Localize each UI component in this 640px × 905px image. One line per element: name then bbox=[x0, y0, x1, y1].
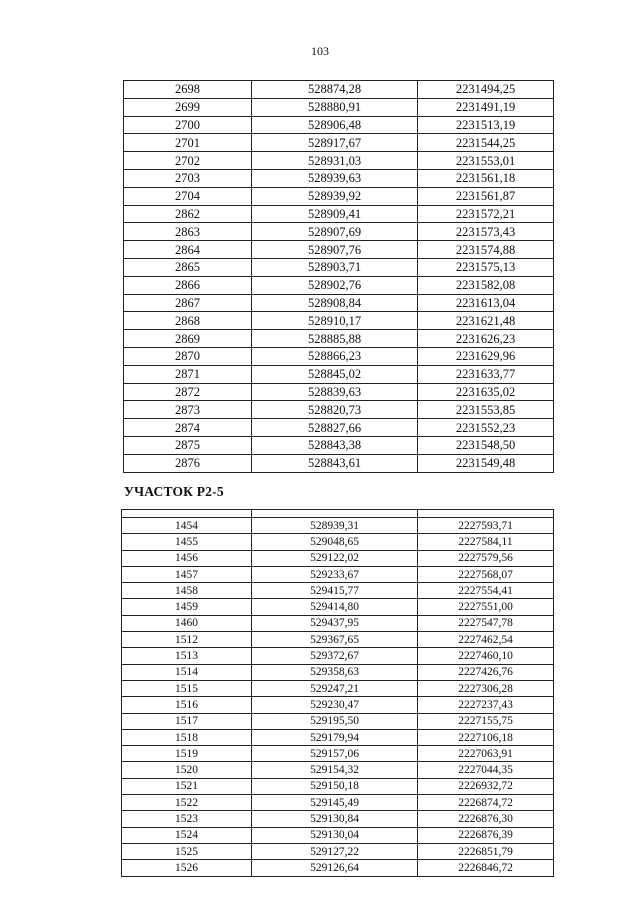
table-row bbox=[122, 697, 554, 713]
x-coordinate-cell: 529414,80 bbox=[252, 599, 418, 615]
point-number-cell: 2872 bbox=[124, 383, 252, 401]
table-row bbox=[124, 187, 554, 205]
point-number-cell: 1520 bbox=[122, 762, 252, 778]
point-number-cell: 2873 bbox=[124, 401, 252, 419]
y-coordinate-cell: 2226932,72 bbox=[418, 778, 554, 794]
spacer-cell bbox=[122, 510, 252, 518]
x-coordinate-cell: 528939,31 bbox=[252, 518, 418, 534]
y-coordinate-cell: 2227593,71 bbox=[418, 518, 554, 534]
y-coordinate-cell: 2227155,75 bbox=[418, 713, 554, 729]
point-number-cell: 2864 bbox=[124, 241, 252, 259]
y-coordinate-cell: 2231553,85 bbox=[418, 401, 554, 419]
y-coordinate-cell: 2227584,11 bbox=[418, 534, 554, 550]
x-coordinate-cell: 528839,63 bbox=[252, 383, 418, 401]
spacer-cell bbox=[418, 510, 554, 518]
x-coordinate-cell: 528903,71 bbox=[252, 258, 418, 276]
point-number-cell: 1455 bbox=[122, 534, 252, 550]
table-row bbox=[122, 680, 554, 696]
y-coordinate-cell: 2227554,41 bbox=[418, 583, 554, 599]
x-coordinate-cell: 528880,91 bbox=[252, 98, 418, 116]
x-coordinate-cell: 528939,92 bbox=[252, 187, 418, 205]
point-number-cell: 1526 bbox=[122, 860, 252, 876]
x-coordinate-cell: 529230,47 bbox=[252, 697, 418, 713]
y-coordinate-cell: 2227063,91 bbox=[418, 746, 554, 762]
x-coordinate-cell: 528885,88 bbox=[252, 330, 418, 348]
x-coordinate-cell: 529126,64 bbox=[252, 860, 418, 876]
point-number-cell: 2700 bbox=[124, 116, 252, 134]
x-coordinate-cell: 529130,84 bbox=[252, 811, 418, 827]
table-row bbox=[122, 778, 554, 794]
table-row bbox=[124, 116, 554, 134]
x-coordinate-cell: 528917,67 bbox=[252, 134, 418, 152]
x-coordinate-cell: 528939,63 bbox=[252, 169, 418, 187]
table-row bbox=[124, 205, 554, 223]
point-number-cell: 2869 bbox=[124, 330, 252, 348]
point-number-cell: 2703 bbox=[124, 169, 252, 187]
y-coordinate-cell: 2231573,43 bbox=[418, 223, 554, 241]
point-number-cell: 2863 bbox=[124, 223, 252, 241]
y-coordinate-cell: 2227568,07 bbox=[418, 566, 554, 582]
y-coordinate-cell: 2231513,19 bbox=[418, 116, 554, 134]
table-row bbox=[122, 860, 554, 876]
y-coordinate-cell: 2231626,23 bbox=[418, 330, 554, 348]
table-row bbox=[124, 436, 554, 454]
point-number-cell: 2867 bbox=[124, 294, 252, 312]
x-coordinate-cell: 528906,48 bbox=[252, 116, 418, 134]
table-row bbox=[122, 632, 554, 648]
point-number-cell: 1516 bbox=[122, 697, 252, 713]
point-number-cell: 1521 bbox=[122, 778, 252, 794]
point-number-cell: 2702 bbox=[124, 152, 252, 170]
x-coordinate-cell: 529157,06 bbox=[252, 746, 418, 762]
y-coordinate-cell: 2227547,78 bbox=[418, 615, 554, 631]
point-number-cell: 1524 bbox=[122, 827, 252, 843]
table-row bbox=[122, 615, 554, 631]
y-coordinate-cell: 2231561,18 bbox=[418, 169, 554, 187]
y-coordinate-cell: 2227460,10 bbox=[418, 648, 554, 664]
table-row bbox=[124, 312, 554, 330]
x-coordinate-cell: 528827,66 bbox=[252, 419, 418, 437]
table-row bbox=[124, 276, 554, 294]
point-number-cell: 2866 bbox=[124, 276, 252, 294]
table-row bbox=[122, 518, 554, 534]
x-coordinate-cell: 528931,03 bbox=[252, 152, 418, 170]
x-coordinate-cell: 528907,76 bbox=[252, 241, 418, 259]
table-header-spacer-row bbox=[122, 510, 554, 518]
x-coordinate-cell: 529127,22 bbox=[252, 843, 418, 859]
point-number-cell: 1460 bbox=[122, 615, 252, 631]
y-coordinate-cell: 2231633,77 bbox=[418, 365, 554, 383]
y-coordinate-cell: 2227237,43 bbox=[418, 697, 554, 713]
y-coordinate-cell: 2231561,87 bbox=[418, 187, 554, 205]
point-number-cell: 1519 bbox=[122, 746, 252, 762]
y-coordinate-cell: 2231553,01 bbox=[418, 152, 554, 170]
table-row bbox=[122, 534, 554, 550]
point-number-cell: 1513 bbox=[122, 648, 252, 664]
y-coordinate-cell: 2226851,79 bbox=[418, 843, 554, 859]
point-number-cell: 2874 bbox=[124, 419, 252, 437]
point-number-cell: 1458 bbox=[122, 583, 252, 599]
x-coordinate-cell: 529358,63 bbox=[252, 664, 418, 680]
y-coordinate-cell: 2227551,00 bbox=[418, 599, 554, 615]
x-coordinate-cell: 529150,18 bbox=[252, 778, 418, 794]
point-number-cell: 1514 bbox=[122, 664, 252, 680]
table-row bbox=[124, 134, 554, 152]
x-coordinate-cell: 529048,65 bbox=[252, 534, 418, 550]
x-coordinate-cell: 528843,38 bbox=[252, 436, 418, 454]
y-coordinate-cell: 2231613,04 bbox=[418, 294, 554, 312]
point-number-cell: 2701 bbox=[124, 134, 252, 152]
table-row bbox=[122, 811, 554, 827]
y-coordinate-cell: 2227106,18 bbox=[418, 729, 554, 745]
table-row bbox=[124, 454, 554, 472]
table-row bbox=[122, 713, 554, 729]
point-number-cell: 2875 bbox=[124, 436, 252, 454]
table-row bbox=[122, 648, 554, 664]
point-number-cell: 2698 bbox=[124, 81, 252, 99]
y-coordinate-cell: 2231494,25 bbox=[418, 81, 554, 99]
point-number-cell: 2868 bbox=[124, 312, 252, 330]
x-coordinate-cell: 529179,94 bbox=[252, 729, 418, 745]
table-row bbox=[122, 762, 554, 778]
x-coordinate-cell: 529247,21 bbox=[252, 680, 418, 696]
y-coordinate-cell: 2231549,48 bbox=[418, 454, 554, 472]
table-row bbox=[124, 330, 554, 348]
x-coordinate-cell: 528866,23 bbox=[252, 347, 418, 365]
point-number-cell: 2865 bbox=[124, 258, 252, 276]
y-coordinate-cell: 2231621,48 bbox=[418, 312, 554, 330]
y-coordinate-cell: 2231635,02 bbox=[418, 383, 554, 401]
point-number-cell: 1522 bbox=[122, 795, 252, 811]
y-coordinate-cell: 2231548,50 bbox=[418, 436, 554, 454]
table-row bbox=[124, 81, 554, 99]
point-number-cell: 1515 bbox=[122, 680, 252, 696]
y-coordinate-cell: 2227462,54 bbox=[418, 632, 554, 648]
x-coordinate-cell: 528907,69 bbox=[252, 223, 418, 241]
y-coordinate-cell: 2227426,76 bbox=[418, 664, 554, 680]
y-coordinate-cell: 2231544,25 bbox=[418, 134, 554, 152]
point-number-cell: 1523 bbox=[122, 811, 252, 827]
x-coordinate-cell: 529195,50 bbox=[252, 713, 418, 729]
y-coordinate-cell: 2227306,28 bbox=[418, 680, 554, 696]
point-number-cell: 2704 bbox=[124, 187, 252, 205]
y-coordinate-cell: 2231552,23 bbox=[418, 419, 554, 437]
x-coordinate-cell: 529415,77 bbox=[252, 583, 418, 599]
point-number-cell: 2876 bbox=[124, 454, 252, 472]
y-coordinate-cell: 2231582,08 bbox=[418, 276, 554, 294]
table-row bbox=[124, 365, 554, 383]
x-coordinate-cell: 528910,17 bbox=[252, 312, 418, 330]
y-coordinate-cell: 2231491,19 bbox=[418, 98, 554, 116]
y-coordinate-cell: 2231629,96 bbox=[418, 347, 554, 365]
coordinates-table-2-body bbox=[122, 510, 554, 877]
point-number-cell: 2871 bbox=[124, 365, 252, 383]
table-row bbox=[124, 347, 554, 365]
y-coordinate-cell: 2226846,72 bbox=[418, 860, 554, 876]
point-number-cell: 1456 bbox=[122, 550, 252, 566]
table-row bbox=[122, 843, 554, 859]
table-row bbox=[122, 566, 554, 582]
point-number-cell: 2699 bbox=[124, 98, 252, 116]
x-coordinate-cell: 529154,32 bbox=[252, 762, 418, 778]
x-coordinate-cell: 529145,49 bbox=[252, 795, 418, 811]
coordinates-table-1-body bbox=[124, 81, 554, 473]
section-heading: УЧАСТОК Р2-5 bbox=[124, 484, 224, 499]
x-coordinate-cell: 529372,67 bbox=[252, 648, 418, 664]
y-coordinate-cell: 2227579,56 bbox=[418, 550, 554, 566]
table-row bbox=[122, 827, 554, 843]
x-coordinate-cell: 528902,76 bbox=[252, 276, 418, 294]
point-number-cell: 2870 bbox=[124, 347, 252, 365]
table-row bbox=[124, 294, 554, 312]
y-coordinate-cell: 2231575,13 bbox=[418, 258, 554, 276]
y-coordinate-cell: 2226876,39 bbox=[418, 827, 554, 843]
table-row bbox=[124, 258, 554, 276]
table-row bbox=[124, 152, 554, 170]
x-coordinate-cell: 528909,41 bbox=[252, 205, 418, 223]
x-coordinate-cell: 528908,84 bbox=[252, 294, 418, 312]
y-coordinate-cell: 2227044,35 bbox=[418, 762, 554, 778]
table-row bbox=[122, 664, 554, 680]
x-coordinate-cell: 528820,73 bbox=[252, 401, 418, 419]
point-number-cell: 1525 bbox=[122, 843, 252, 859]
table-row bbox=[122, 550, 554, 566]
point-number-cell: 1454 bbox=[122, 518, 252, 534]
page-number: 103 bbox=[311, 44, 329, 58]
x-coordinate-cell: 529437,95 bbox=[252, 615, 418, 631]
y-coordinate-cell: 2231574,88 bbox=[418, 241, 554, 259]
table-row bbox=[124, 241, 554, 259]
table-row bbox=[122, 729, 554, 745]
coordinates-table-1 bbox=[123, 80, 554, 473]
y-coordinate-cell: 2226876,30 bbox=[418, 811, 554, 827]
point-number-cell: 2862 bbox=[124, 205, 252, 223]
table-row bbox=[124, 383, 554, 401]
coordinates-table-2 bbox=[121, 509, 554, 877]
table-row bbox=[124, 401, 554, 419]
table-row bbox=[122, 583, 554, 599]
x-coordinate-cell: 529367,65 bbox=[252, 632, 418, 648]
table-row bbox=[124, 223, 554, 241]
table-row bbox=[122, 746, 554, 762]
x-coordinate-cell: 529130,04 bbox=[252, 827, 418, 843]
table-row bbox=[124, 98, 554, 116]
x-coordinate-cell: 529122,02 bbox=[252, 550, 418, 566]
point-number-cell: 1459 bbox=[122, 599, 252, 615]
table-row bbox=[124, 169, 554, 187]
x-coordinate-cell: 528843,61 bbox=[252, 454, 418, 472]
table-row bbox=[124, 419, 554, 437]
table-row bbox=[122, 795, 554, 811]
spacer-cell bbox=[252, 510, 418, 518]
x-coordinate-cell: 529233,67 bbox=[252, 566, 418, 582]
x-coordinate-cell: 528845,02 bbox=[252, 365, 418, 383]
table-row bbox=[122, 599, 554, 615]
x-coordinate-cell: 528874,28 bbox=[252, 81, 418, 99]
y-coordinate-cell: 2226874,72 bbox=[418, 795, 554, 811]
point-number-cell: 1512 bbox=[122, 632, 252, 648]
point-number-cell: 1517 bbox=[122, 713, 252, 729]
point-number-cell: 1518 bbox=[122, 729, 252, 745]
point-number-cell: 1457 bbox=[122, 566, 252, 582]
y-coordinate-cell: 2231572,21 bbox=[418, 205, 554, 223]
